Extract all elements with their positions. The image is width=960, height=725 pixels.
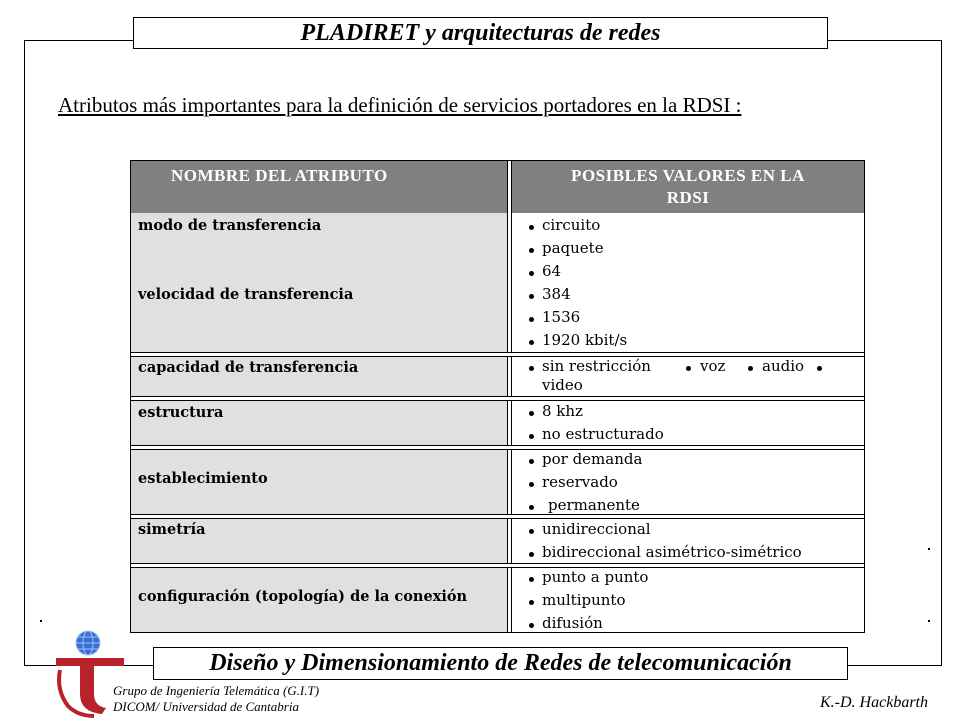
table-row bbox=[131, 213, 507, 352]
bullet-icon bbox=[529, 366, 534, 371]
bullet-icon bbox=[529, 271, 534, 276]
bullet-icon bbox=[529, 577, 534, 582]
author-name: K.-D. Hackbarth bbox=[820, 694, 928, 711]
list-item: 1920 kbit/s bbox=[542, 331, 628, 349]
bullet-icon bbox=[529, 505, 534, 510]
stray-mark bbox=[40, 620, 42, 622]
bullet-icon bbox=[529, 459, 534, 464]
slide-title: PLADIRET y arquitecturas de redes bbox=[133, 17, 828, 49]
bullet-icon bbox=[529, 434, 534, 439]
list-item: video bbox=[542, 376, 583, 394]
bullet-icon bbox=[686, 366, 691, 371]
list-item: 1536 bbox=[542, 308, 581, 326]
list-item: bidireccional asimétrico-simétrico bbox=[542, 543, 802, 561]
bullet-icon bbox=[529, 248, 534, 253]
bullet-icon bbox=[529, 600, 534, 605]
list-item: no estructurado bbox=[542, 425, 664, 443]
list-item: 64 bbox=[542, 262, 562, 280]
list-item: unidireccional bbox=[542, 520, 651, 538]
list-item: punto a punto bbox=[542, 568, 649, 586]
table-row bbox=[131, 357, 507, 396]
table-row bbox=[131, 450, 507, 514]
bullet-icon bbox=[529, 225, 534, 230]
list-item: paquete bbox=[542, 239, 604, 257]
header-possible-values: POSIBLES VALORES EN LA RDSI bbox=[571, 166, 805, 207]
bullet-icon bbox=[529, 552, 534, 557]
list-item: audio bbox=[762, 357, 805, 375]
attr-modo-transferencia: modo de transferencia bbox=[138, 217, 322, 234]
attr-simetria: simetría bbox=[138, 521, 206, 538]
list-item: difusión bbox=[542, 614, 603, 632]
list-item: multipunto bbox=[542, 591, 626, 609]
values-capacidad bbox=[512, 357, 864, 396]
university-name: DICOM/ Universidad de Cantabria bbox=[113, 699, 299, 714]
attr-establecimiento: establecimiento bbox=[138, 470, 268, 487]
bullet-icon bbox=[529, 529, 534, 534]
list-item: circuito bbox=[542, 216, 601, 234]
header-attribute-name: NOMBRE DEL ATRIBUTO bbox=[171, 166, 388, 185]
bullet-icon bbox=[529, 340, 534, 345]
values-modo-velocidad bbox=[512, 213, 864, 352]
list-item: voz bbox=[700, 357, 726, 375]
attr-estructura: estructura bbox=[138, 404, 224, 421]
list-item: 384 bbox=[542, 285, 571, 303]
list-item: por demanda bbox=[542, 450, 643, 468]
bullet-icon bbox=[529, 482, 534, 487]
bullet-icon bbox=[529, 411, 534, 416]
table-row bbox=[131, 568, 507, 632]
bullet-icon bbox=[529, 623, 534, 628]
values-establecimiento bbox=[512, 450, 864, 514]
stray-mark bbox=[928, 620, 930, 622]
attr-capacidad: capacidad de transferencia bbox=[138, 359, 359, 376]
values-simetria bbox=[512, 519, 864, 563]
list-item: permanente bbox=[548, 496, 640, 514]
footer-title: Diseño y Dimensionamiento de Redes de telecomunicación bbox=[153, 647, 848, 680]
bullet-icon bbox=[529, 317, 534, 322]
attributes-table bbox=[130, 160, 865, 633]
table-row bbox=[131, 401, 507, 445]
values-configuracion bbox=[512, 568, 864, 632]
group-name: Grupo de Ingeniería Telemática (G.I.T) bbox=[113, 683, 320, 698]
bullet-icon bbox=[817, 366, 822, 371]
values-estructura bbox=[512, 401, 864, 445]
attr-velocidad-transferencia: velocidad de transferencia bbox=[138, 286, 354, 303]
table-row bbox=[131, 519, 507, 563]
bullet-icon bbox=[529, 294, 534, 299]
list-item: reservado bbox=[542, 473, 618, 491]
subtitle: Atributos más importantes para la definición de servicios portadores en la RDSI : bbox=[58, 93, 742, 117]
table-header-row bbox=[131, 161, 864, 213]
list-item: 8 khz bbox=[542, 402, 583, 420]
bullet-icon bbox=[748, 366, 753, 371]
list-item: sin restricción bbox=[542, 357, 651, 375]
attr-configuracion: configuración (topología) de la conexión bbox=[138, 588, 468, 605]
stray-mark bbox=[928, 548, 930, 550]
